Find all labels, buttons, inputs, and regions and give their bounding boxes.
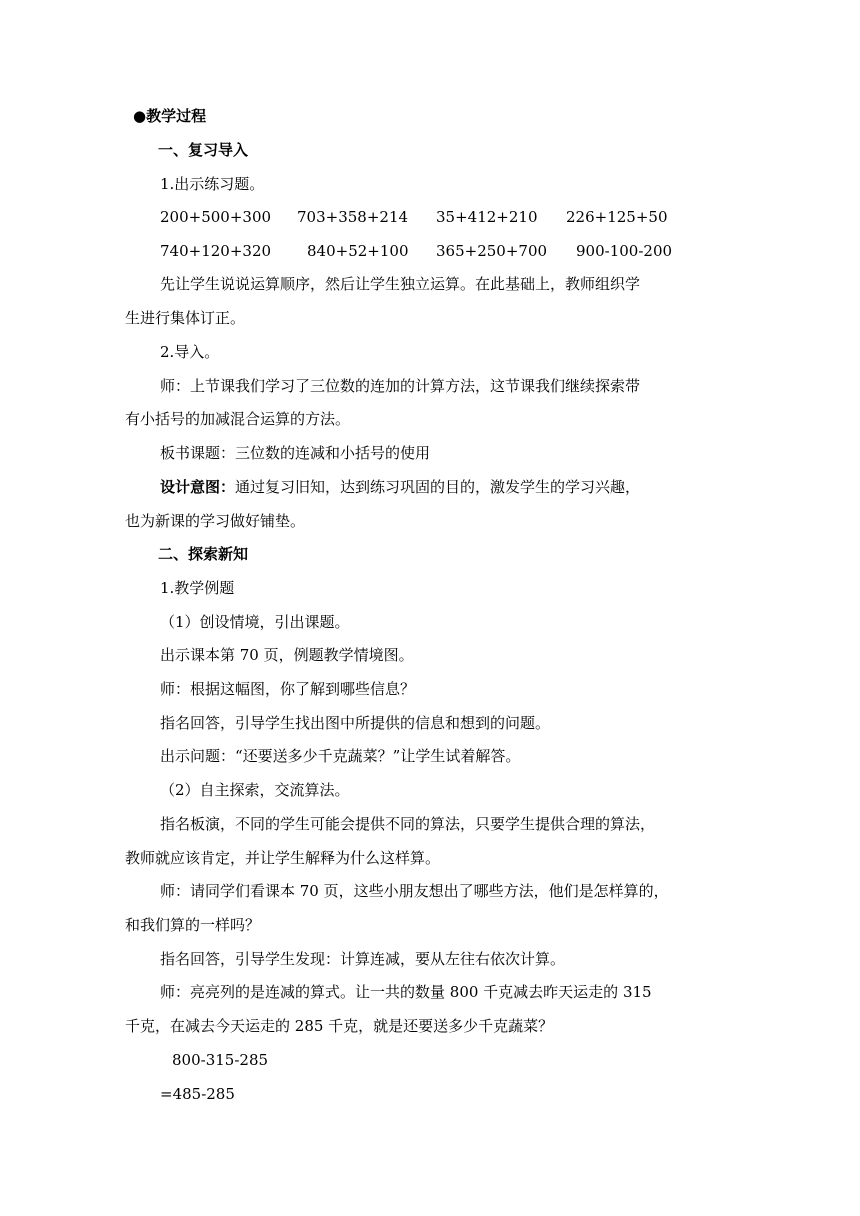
part1-heading: 一、复习导入 [158, 141, 249, 159]
part2-heading: 二、探索新知 [158, 545, 249, 563]
paragraph-line: 也为新课的学习做好铺垫。 [125, 512, 306, 530]
paragraph-line: 出示问题：“还要送多少千克蔬菜？”让学生试着解答。 [160, 747, 521, 765]
paragraph-line: 师：根据这幅图，你了解到哪些信息？ [160, 680, 416, 698]
paragraph-line: 指名回答，引导学生发现：计算连减，要从左往右依次计算。 [160, 950, 566, 968]
exercise: 365+250+700 [436, 242, 548, 260]
exercise: 740+120+320 [160, 242, 272, 260]
paragraph-line: 和我们算的一样吗？ [125, 916, 261, 934]
exercise: 35+412+210 [436, 208, 538, 226]
calculation-line: =485-285 [160, 1085, 235, 1103]
paragraph-line: 师：请同学们看课本 70 页，这些小朋友想出了哪些方法，他们是怎样算的， [160, 882, 669, 900]
part1-item1: 1.出示练习题。 [160, 175, 265, 193]
part2-item1: 1.教学例题 [160, 579, 235, 597]
design-intent [160, 477, 640, 497]
paragraph-line: 出示课本第 70 页，例题教学情境图。 [160, 646, 414, 664]
exercise: 703+358+214 [297, 208, 409, 226]
exercise: 840+52+100 [307, 242, 409, 260]
paragraph-line: 指名板演，不同的学生可能会提供不同的算法，只要学生提供合理的算法， [160, 815, 656, 833]
paragraph-line: 先让学生说说运算顺序，然后让学生独立运算。在此基础上，教师组织学 [160, 275, 641, 293]
subsection-2: （2）自主探索，交流算法。 [160, 781, 350, 799]
paragraph-line: 师：亮亮列的是连减的算式。让一共的数量 800 千克减去昨天运走的 315 [160, 983, 652, 1001]
design-text: 通过复习旧知，达到练习巩固的目的，激发学生的学习兴趣， [235, 478, 641, 496]
calculation-line: 800-315-285 [172, 1051, 269, 1069]
exercise: 226+125+50 [566, 208, 668, 226]
board-title: 板书课题：三位数的连减和小括号的使用 [160, 444, 431, 462]
exercise: 200+500+300 [160, 208, 272, 226]
paragraph-line: 千克，在减去今天运走的 285 千克，就是还要送多少千克蔬菜？ [125, 1017, 554, 1035]
exercise: 900-100-200 [576, 242, 673, 260]
section-heading: ●教学过程 [133, 107, 207, 125]
design-label: 设计意图： [160, 478, 236, 496]
paragraph-line: 指名回答，引导学生找出图中所提供的信息和想到的问题。 [160, 714, 551, 732]
paragraph-line: 有小括号的加减混合运算的方法。 [125, 410, 351, 428]
paragraph-line: 生进行集体订正。 [125, 309, 246, 327]
subsection-1: （1）创设情境，引出课题。 [160, 613, 350, 631]
paragraph-line: 教师就应该肯定，并让学生解释为什么这样算。 [125, 849, 441, 867]
paragraph-line: 师：上节课我们学习了三位数的连加的计算方法，这节课我们继续探索带 [160, 377, 641, 395]
part1-item2: 2.导入。 [160, 343, 220, 361]
